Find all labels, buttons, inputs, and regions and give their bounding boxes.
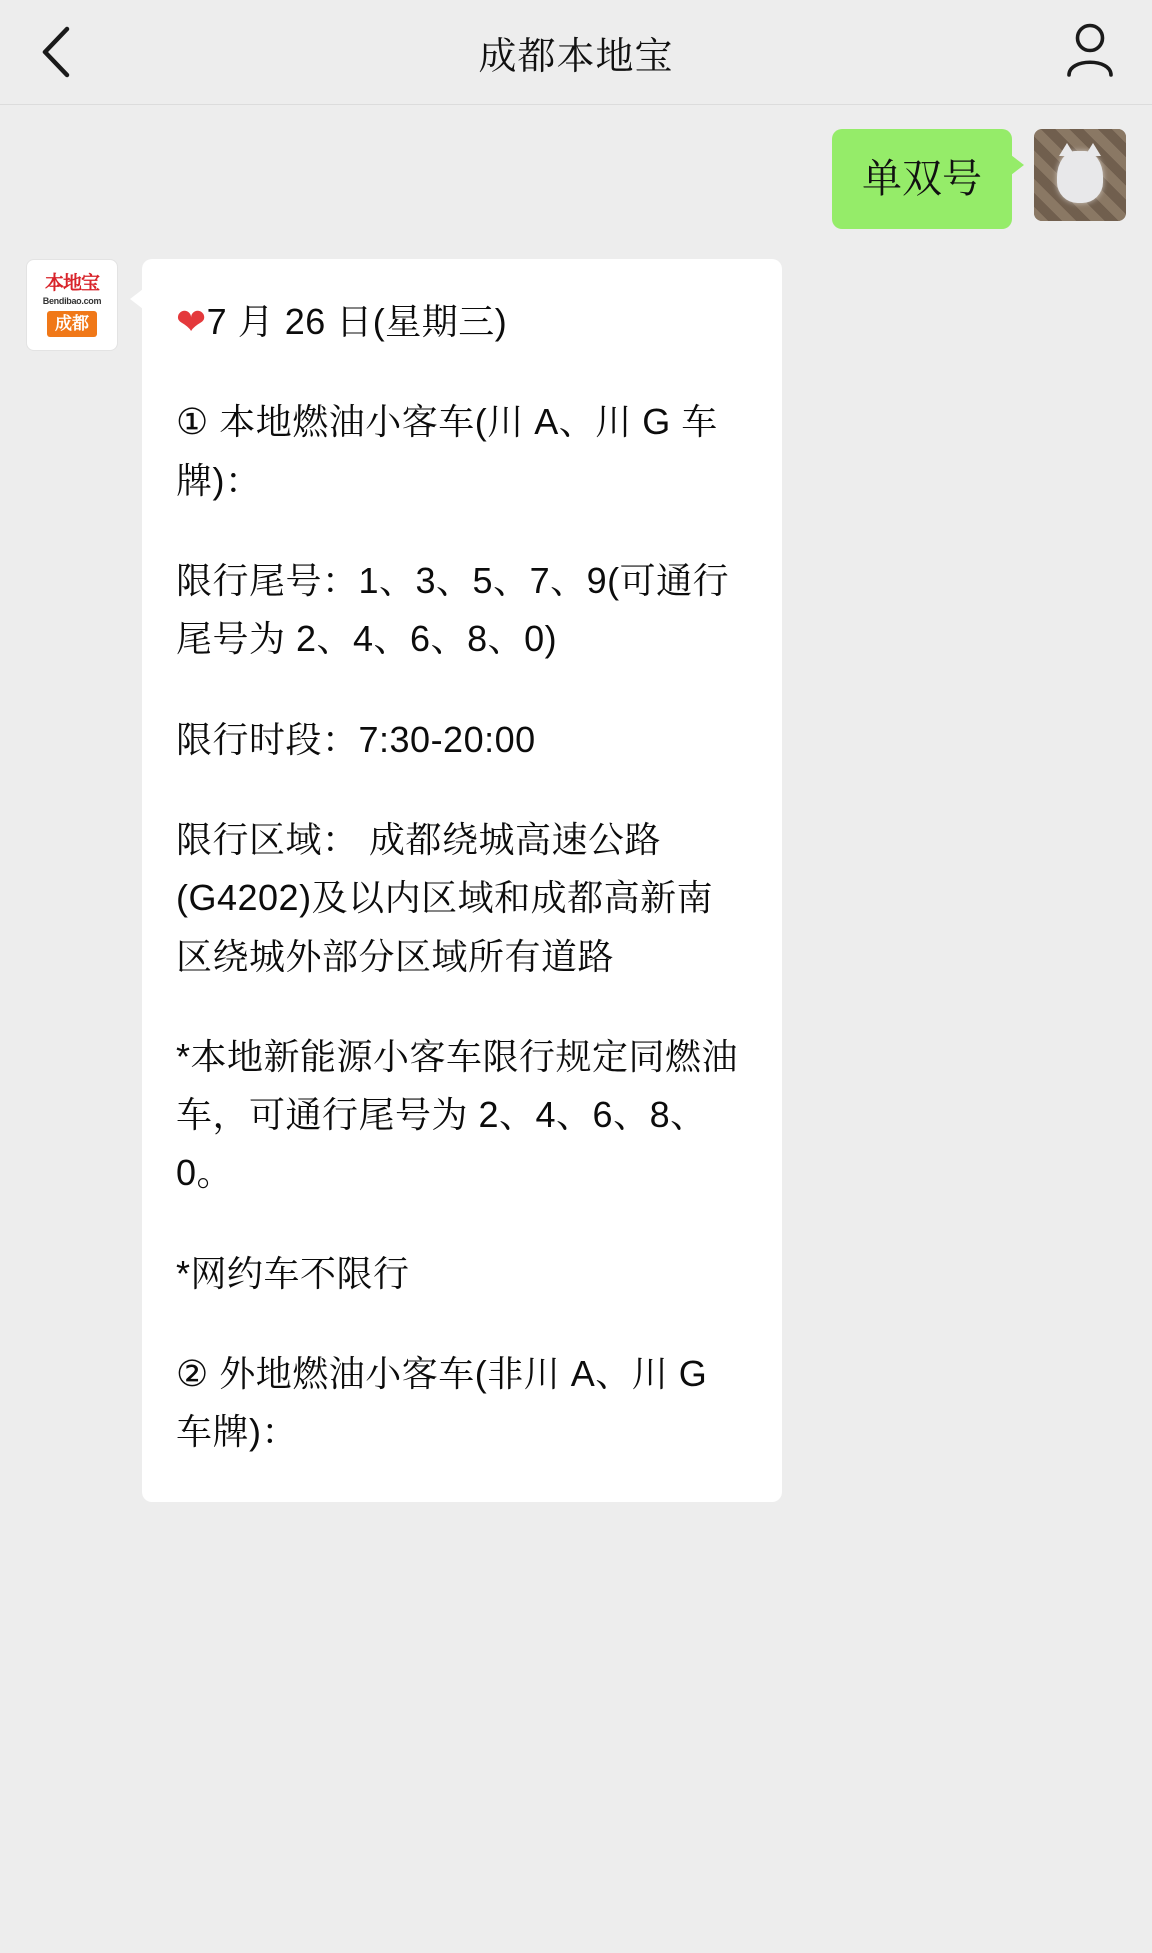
cat-photo-icon <box>1057 151 1103 203</box>
avatar-brand-site: Bendibao.com <box>42 295 102 306</box>
message-row-incoming <box>0 259 1152 1502</box>
chevron-left-icon <box>39 24 73 80</box>
message-line-restricted-hours: 限行时段：7:30-20:00 <box>176 718 536 760</box>
avatar[interactable] <box>1034 129 1126 221</box>
message-bubble-outgoing[interactable]: 单双号 <box>832 129 1012 229</box>
heart-icon: ❤ <box>176 301 207 342</box>
avatar-brand-name: 本地宝 <box>44 272 99 294</box>
message-line-restricted-area: 限行区域： 成都绕城高速公路(G4202)及以内区域和成都高新南区绕城外部分区域所有道路 <box>176 818 714 977</box>
back-button[interactable] <box>26 22 86 82</box>
message-line-new-energy-note: *本地新能源小客车限行规定同燃油车，可通行尾号为 2、4、6、8、0。 <box>176 1035 739 1194</box>
page-title: 成都本地宝 <box>478 35 674 78</box>
person-icon <box>1064 21 1116 84</box>
message-list[interactable] <box>0 105 1152 1953</box>
chat-header <box>0 0 1152 105</box>
message-line-ride-hailing-note: *网约车不限行 <box>176 1252 410 1294</box>
message-row-outgoing <box>0 129 1152 229</box>
message-date-text: 7 月 26 日(星期三) <box>206 301 508 342</box>
contact-profile-button[interactable] <box>1058 20 1122 84</box>
message-line-restricted-numbers: 限行尾号：1、3、5、7、9(可通行尾号为 2、4、6、8、0) <box>176 559 730 660</box>
message-line-nonlocal-vehicle-heading: ② 外地燃油小客车(非川 A、川 G 车牌)： <box>176 1353 718 1453</box>
avatar-brand-city: 成都 <box>47 311 97 337</box>
message-line-date <box>176 293 748 351</box>
avatar[interactable] <box>26 259 118 351</box>
message-bubble-incoming[interactable] <box>142 259 782 1502</box>
message-line-local-vehicle-heading: ① 本地燃油小客车(川 A、川 G 车牌)： <box>176 401 718 501</box>
